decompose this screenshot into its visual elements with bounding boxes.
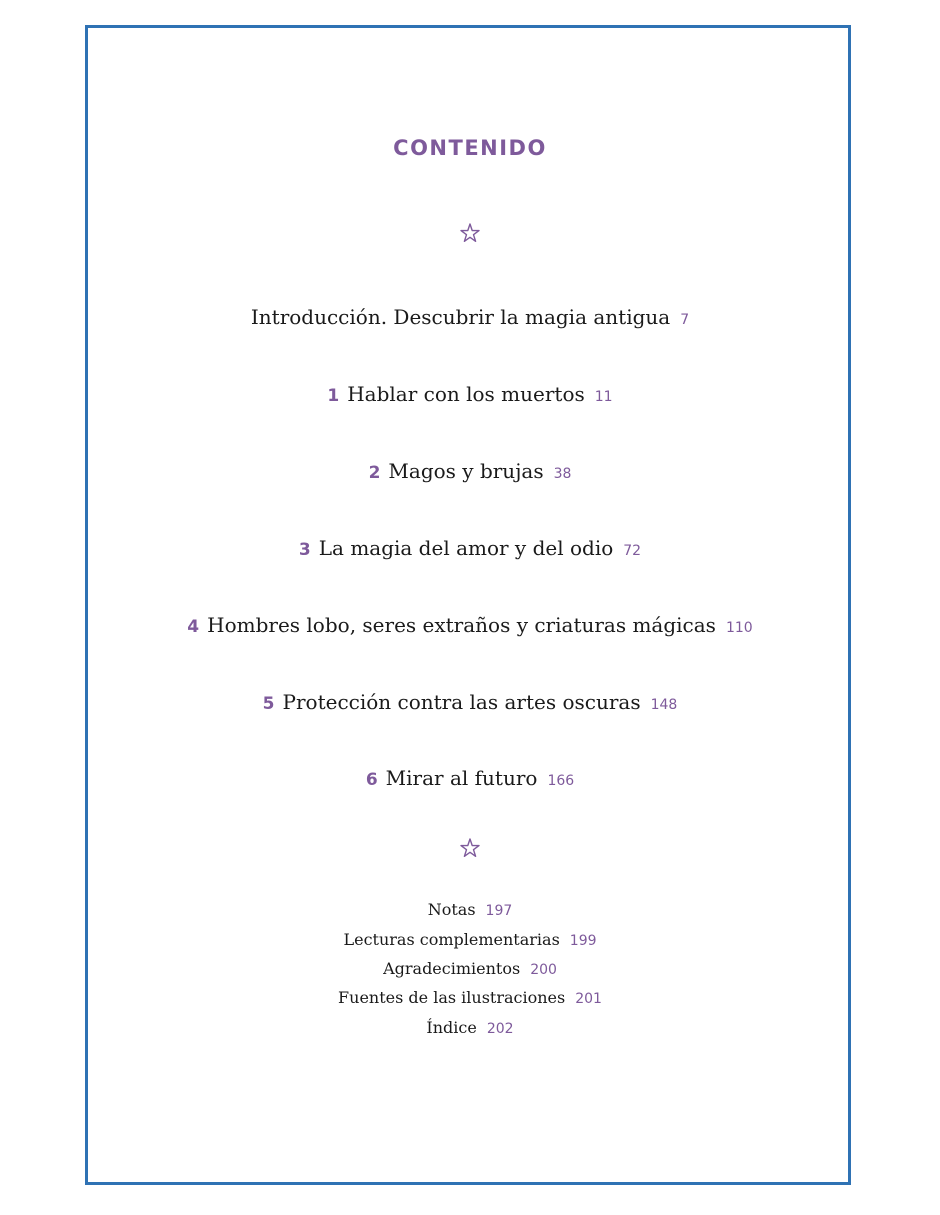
toc-entry-back-matter[interactable] <box>0 1016 940 1040</box>
back-matter-title: Fuentes de las ilustraciones <box>338 988 566 1007</box>
chapter-page: 166 <box>547 773 575 789</box>
toc-entry-chapter-1[interactable] <box>0 379 940 409</box>
toc-entry-chapter-6[interactable] <box>0 763 940 793</box>
back-matter-page: 200 <box>530 962 557 978</box>
chapter-number: 6 <box>365 770 378 790</box>
back-matter-title: Notas <box>427 900 476 919</box>
back-matter-title: Índice <box>426 1018 477 1037</box>
chapter-page: 38 <box>553 466 572 482</box>
back-matter-page: 199 <box>569 933 597 949</box>
chapter-number: 2 <box>368 463 381 483</box>
chapter-page: 148 <box>650 697 678 713</box>
chapter-title: Hombres lobo, seres extraños y criaturas mágicas <box>207 613 716 637</box>
toc-entry-chapter-4[interactable] <box>0 610 940 640</box>
chapter-title: Hablar con los muertos <box>347 382 585 406</box>
toc-entry-back-matter[interactable] <box>0 957 940 981</box>
back-matter-page: 197 <box>485 903 513 919</box>
chapter-page: 72 <box>623 543 642 559</box>
toc-entry-back-matter[interactable] <box>0 986 940 1010</box>
chapter-title: Mirar al futuro <box>385 766 538 790</box>
pentagram-star-icon <box>460 223 480 243</box>
toc-entry-chapter-2[interactable] <box>0 456 940 486</box>
toc-entry-chapter-5[interactable] <box>0 687 940 717</box>
chapter-number: 1 <box>327 386 340 406</box>
back-matter-title: Agradecimientos <box>383 959 521 978</box>
toc-entry-back-matter[interactable] <box>0 928 940 952</box>
chapter-title: Magos y brujas <box>388 459 544 483</box>
back-matter-page: 202 <box>486 1021 514 1037</box>
page-title: CONTENIDO <box>393 136 547 160</box>
pentagram-star-icon <box>460 838 480 858</box>
toc-entry-introduction[interactable] <box>0 302 940 332</box>
chapter-page: 110 <box>725 620 753 636</box>
chapter-number: 3 <box>298 540 311 560</box>
back-matter-page: 201 <box>575 991 602 1007</box>
chapter-number: 5 <box>262 694 275 714</box>
back-matter-title: Lecturas complementarias <box>343 930 560 949</box>
toc-entry-chapter-3[interactable] <box>0 533 940 563</box>
toc-entry-page: 7 <box>680 312 690 328</box>
chapter-number: 4 <box>187 617 200 637</box>
page-frame <box>85 25 851 1185</box>
chapter-page: 11 <box>594 389 613 405</box>
chapter-title: Protección contra las artes oscuras <box>282 690 641 714</box>
chapter-title: La magia del amor y del odio <box>318 536 614 560</box>
toc-entry-title: Introducción. Descubrir la magia antigua <box>250 305 671 329</box>
toc-entry-back-matter[interactable] <box>0 898 940 922</box>
